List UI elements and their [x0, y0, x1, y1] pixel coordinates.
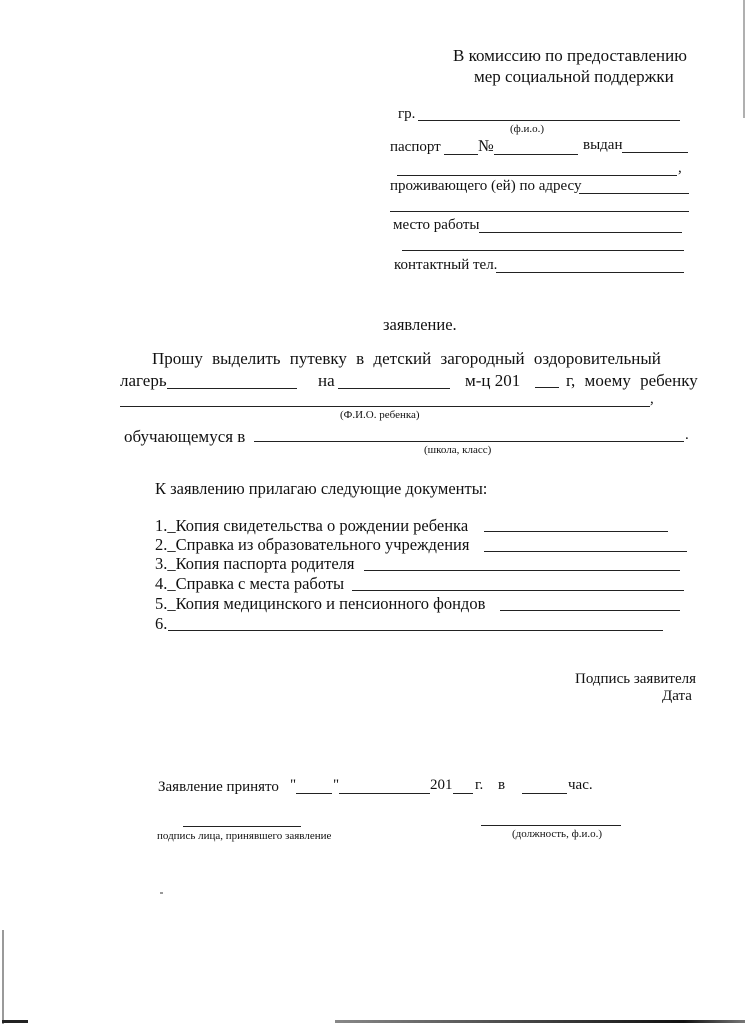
passport-series-field[interactable] [444, 154, 478, 155]
issued-label: выдан [583, 137, 623, 153]
document-item-5 [155, 594, 485, 614]
month-year-text: м-ц 201 [465, 371, 521, 390]
work-field[interactable] [479, 232, 682, 233]
school-period: . [685, 427, 689, 443]
year-suffix: г, моему ребенку [566, 371, 698, 390]
day-field[interactable] [296, 793, 332, 794]
document-item-6 [155, 614, 167, 634]
child-fio-caption: (Ф.И.О. ребенка) [340, 409, 420, 421]
documents-intro: К заявлению прилагаю следующие документы: [155, 479, 488, 498]
address-continuation-field[interactable] [390, 211, 689, 212]
document-title: заявление. [383, 315, 457, 334]
quote-open: " [290, 777, 297, 793]
work-label: место работы [393, 217, 480, 233]
passport-number-field[interactable] [494, 154, 578, 155]
document-item-2 [155, 535, 469, 555]
document-item-3 [155, 554, 355, 574]
scan-speck [160, 892, 163, 894]
receiver-position-field[interactable] [481, 825, 621, 826]
request-line-1: Прошу выделить путевку в детский загородный оздоровительный [152, 349, 661, 368]
scan-edge-left [2, 930, 4, 1024]
camp-field[interactable] [167, 388, 297, 389]
accepted-label: Заявление принято [158, 779, 279, 795]
document-item-label: _Копия свидетельства о рождении ребенка [167, 516, 469, 535]
document-item-label: _Справка из образовательного учреждения [167, 535, 470, 554]
number-sign: № [478, 136, 494, 155]
scan-edge-bottom [335, 1020, 745, 1023]
phone-label: контактный тел. [394, 257, 498, 273]
phone-field[interactable] [496, 272, 684, 273]
fio-caption: (ф.и.о.) [510, 123, 545, 135]
issued-comma: , [678, 160, 682, 176]
school-field[interactable] [254, 441, 684, 442]
passport-issued-field[interactable] [622, 152, 688, 153]
document-item-number: 5. [155, 594, 168, 613]
citizen-fio-field[interactable] [418, 120, 680, 121]
addressee-line-2: мер социальной поддержки [474, 67, 674, 86]
document-item-label: _Копия медицинского и пенсионного фондов [167, 594, 486, 613]
studying-label: обучающемуся в [124, 427, 246, 446]
year-prefix: 201 [430, 777, 453, 793]
passport-label: паспорт [390, 139, 441, 155]
month-accepted-field[interactable] [339, 793, 430, 794]
school-caption: (школа, класс) [424, 444, 492, 456]
work-continuation-field[interactable] [402, 250, 684, 251]
month-field[interactable] [338, 388, 450, 389]
applicant-signature-label: Подпись заявителя [575, 671, 697, 687]
year-accepted-field[interactable] [453, 793, 473, 794]
document-item-number: 6. [155, 614, 168, 633]
document-item-label: _Справка с места работы [167, 574, 345, 593]
at-label: в [498, 777, 506, 793]
receiver-signature-caption: подпись лица, принявшего заявление [157, 830, 332, 842]
addressee-line-1: В комиссию по предоставлению [453, 46, 687, 65]
document-item-number: 2. [155, 535, 168, 554]
receiver-signature-field[interactable] [183, 826, 301, 827]
document-item-1 [155, 516, 468, 536]
document-item-label: _Копия паспорта родителя [167, 554, 355, 573]
document-item-number: 1. [155, 516, 168, 535]
document-item-4 [155, 574, 344, 594]
address-label: проживающего (ей) по адресу [390, 178, 582, 194]
document-item-3-field[interactable] [364, 570, 680, 571]
camp-label: лагерь [120, 371, 167, 390]
document-item-4-field[interactable] [352, 590, 684, 591]
document-item-number: 3. [155, 554, 168, 573]
on-label: на [318, 371, 335, 390]
year-field[interactable] [535, 387, 559, 388]
document-item-2-field[interactable] [484, 551, 687, 552]
date-label: Дата [662, 688, 692, 704]
hour-label: час. [568, 777, 593, 793]
hour-field[interactable] [522, 793, 567, 794]
passport-issued-continuation-field[interactable] [397, 175, 677, 176]
scan-edge-bottom-left [2, 1020, 28, 1023]
document-item-number: 4. [155, 574, 168, 593]
address-field[interactable] [579, 193, 689, 194]
citizen-label: гр. [398, 106, 416, 122]
document-item-6-field[interactable] [168, 630, 663, 631]
quote-close: " [333, 777, 340, 793]
position-caption: (должность, ф.и.о.) [512, 828, 602, 840]
document-item-1-field[interactable] [484, 531, 668, 532]
year-suffix-accepted: г. [475, 777, 484, 793]
child-fio-comma: , [650, 391, 654, 407]
document-item-5-field[interactable] [500, 610, 680, 611]
child-fio-field[interactable] [120, 406, 650, 407]
